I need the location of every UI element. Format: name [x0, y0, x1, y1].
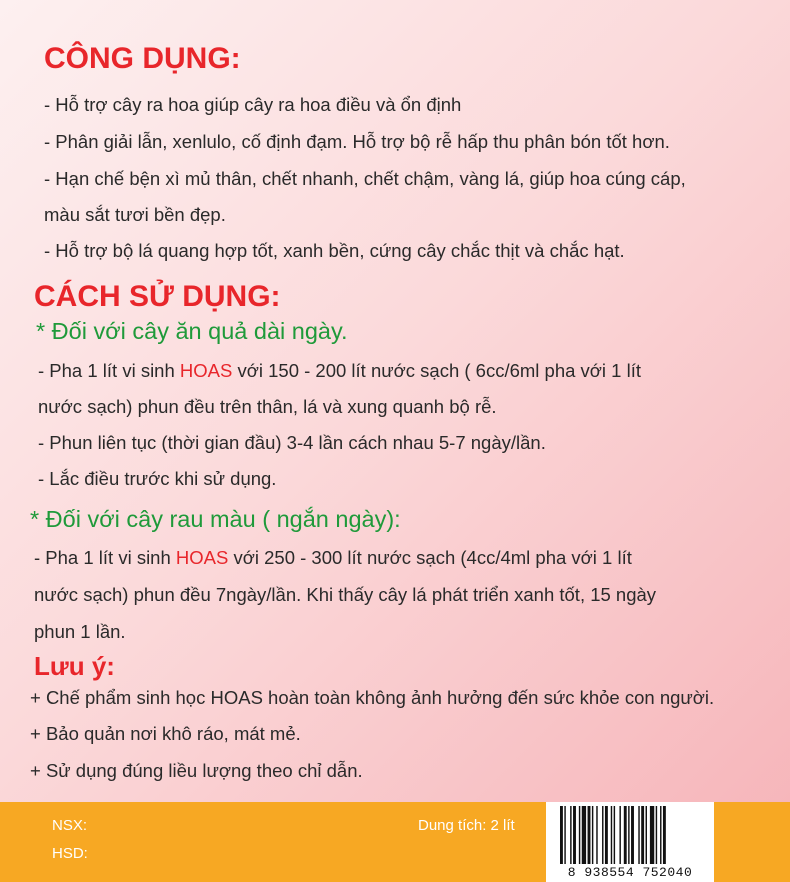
barcode-bar	[624, 806, 627, 864]
barcode-bar	[560, 806, 563, 864]
cong-dung-heading: CÔNG DỤNG:	[44, 42, 241, 75]
section1-line-2: nước sạch) phun đều trên thân, lá và xung quanh bộ rễ.	[38, 396, 497, 417]
section2-line-2: nước sạch) phun đều 7ngày/lần. Khi thấy cây lá phát triển xanh tốt, 15 ngày	[34, 584, 657, 605]
barcode-bar	[605, 806, 608, 864]
barcode-bar	[582, 806, 586, 864]
barcode-bar	[638, 806, 639, 864]
cach-su-dung-heading: CÁCH SỬ DỤNG:	[34, 280, 281, 313]
luu-y-line-2: + Bảo quản nơi khô ráo, mát mẻ.	[30, 723, 301, 744]
cong-dung-line-2: - Phân giải lẫn, xenlulo, cố định đạm. Hỗ trợ bộ rễ hấp thu phân bón tốt hơn.	[44, 131, 670, 152]
barcode-bar	[611, 806, 612, 864]
hsd-label: HSD:	[52, 845, 88, 862]
barcode-bar	[570, 806, 571, 864]
section1-line-3: - Phun liên tục (thời gian đầu) 3-4 lần cách nhau 5-7 ngày/lần.	[38, 432, 546, 453]
barcode-bar	[579, 806, 580, 864]
luu-y-heading: Lưu ý:	[34, 651, 115, 681]
barcode-bar	[628, 806, 629, 864]
barcode-bar	[602, 806, 603, 864]
brand-hoas: HOAS	[179, 360, 233, 381]
section1-line-1	[38, 360, 641, 382]
barcode-bar	[596, 806, 597, 864]
barcode-digits: 8 938554 752040	[567, 865, 693, 880]
cong-dung-line-5: - Hỗ trợ bộ lá quang hợp tốt, xanh bền, cứng cây chắc thịt và chắc hạt.	[44, 240, 625, 261]
barcode-bar	[588, 806, 591, 864]
section1-line-1-suffix: với 150 - 200 lít nước sạch ( 6cc/6ml pha với 1 lít	[232, 360, 642, 381]
section2-line-1-prefix: - Pha 1 lít vi sinh	[34, 547, 176, 568]
barcode-bar	[619, 806, 620, 864]
section1-line-1-prefix: - Pha 1 lít vi sinh	[38, 360, 180, 381]
section2-line-3: phun 1 lần.	[34, 621, 126, 642]
luu-y-line-3: + Sử dụng đúng liều lượng theo chỉ dẫn.	[30, 760, 363, 781]
luu-y-line-1: + Chế phẩm sinh học HOAS hoàn toàn không ảnh hưởng đến sức khỏe con người.	[30, 687, 715, 708]
barcode-bar	[663, 806, 666, 864]
barcode-bar	[650, 806, 654, 864]
cong-dung-line-4: màu sắt tươi bền đẹp.	[44, 204, 226, 225]
barcode-bar	[656, 806, 657, 864]
section1-title: * Đối với cây ăn quả dài ngày.	[36, 318, 348, 344]
capacity-label: Dung tích: 2 lít	[418, 817, 515, 834]
barcode-bar	[660, 806, 661, 864]
nsx-label: NSX:	[52, 817, 88, 834]
cong-dung-line-1: - Hỗ trợ cây ra hoa giúp cây ra hoa điều và ổn định	[44, 94, 462, 115]
barcode-bar	[631, 806, 634, 864]
barcode-bar	[614, 806, 615, 864]
section2-line-1-suffix: với 250 - 300 lít nước sạch (4cc/4ml pha với 1 lít	[228, 547, 632, 568]
barcode-bar	[646, 806, 647, 864]
barcode-bar	[592, 806, 593, 864]
barcode-bar	[564, 806, 565, 864]
section2-title: * Đối với cây rau màu ( ngắn ngày):	[30, 506, 401, 532]
barcode-bar	[641, 806, 644, 864]
section1-line-4: - Lắc điều trước khi sử dụng.	[38, 468, 277, 489]
cong-dung-line-3: - Hạn chế bện xì mủ thân, chết nhanh, chết chậm, vàng lá, giúp hoa cúng cáp,	[44, 168, 686, 189]
barcode-bar	[573, 806, 576, 864]
section2-line-1	[34, 547, 632, 569]
barcode	[546, 802, 714, 882]
barcode-bars	[560, 806, 700, 864]
brand-hoas: HOAS	[175, 547, 229, 568]
